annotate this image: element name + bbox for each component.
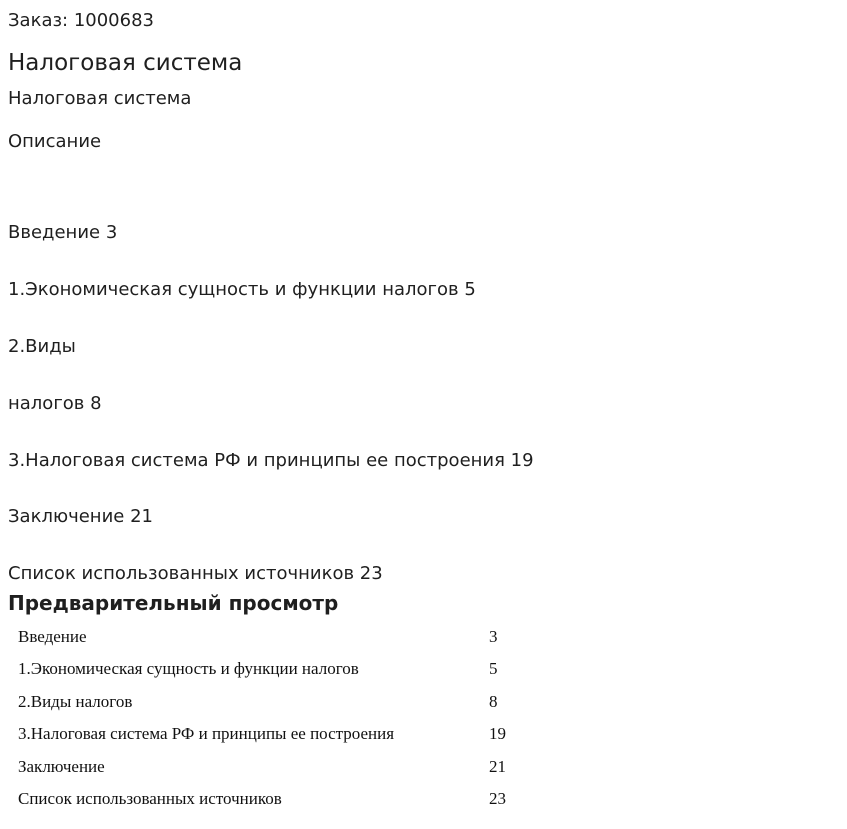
order-number: Заказ: 1000683 xyxy=(8,10,154,31)
toc-row-page: 23 xyxy=(489,788,506,808)
toc-row-page: 8 xyxy=(489,691,498,711)
toc-row-title: Введение xyxy=(18,627,87,646)
toc-row-page: 21 xyxy=(489,756,506,776)
page-title: Налоговая система xyxy=(8,50,243,76)
description-line: налогов 8 xyxy=(8,392,102,414)
toc-row-title: 2.Виды налогов xyxy=(18,691,133,711)
toc-row xyxy=(18,719,538,751)
toc-row xyxy=(18,687,538,719)
description-line: Заключение 21 xyxy=(8,506,153,528)
toc-row xyxy=(18,752,538,784)
toc-row-title: Список использованных источников xyxy=(18,788,282,808)
toc-row-page: 5 xyxy=(489,659,498,679)
toc-row-page: 19 xyxy=(489,724,506,744)
description-body xyxy=(8,191,828,617)
toc-row-page: 3 xyxy=(489,627,498,646)
preview-heading: Предварительный просмотр xyxy=(8,591,339,615)
description-line: Введение 3 xyxy=(8,222,118,244)
description-line: Список использованных источников 23 xyxy=(8,563,383,585)
toc-row xyxy=(18,622,538,654)
description-line: 1.Экономическая сущность и функции налогов 5 xyxy=(8,279,476,301)
work-subtitle: Налоговая система xyxy=(8,88,192,109)
toc-row xyxy=(18,784,538,816)
preview-toc-table xyxy=(18,622,538,816)
toc-row-title: 3.Налоговая система РФ и принципы ее построения xyxy=(18,724,395,744)
description-line: 3.Налоговая система РФ и принципы ее построения 19 xyxy=(8,449,534,471)
toc-row-title: 1.Экономическая сущность и функции налогов xyxy=(18,659,359,679)
description-line: 2.Виды xyxy=(8,336,76,358)
description-label: Описание xyxy=(8,131,102,152)
toc-row xyxy=(18,654,538,686)
toc-row-title: Заключение xyxy=(18,756,105,776)
